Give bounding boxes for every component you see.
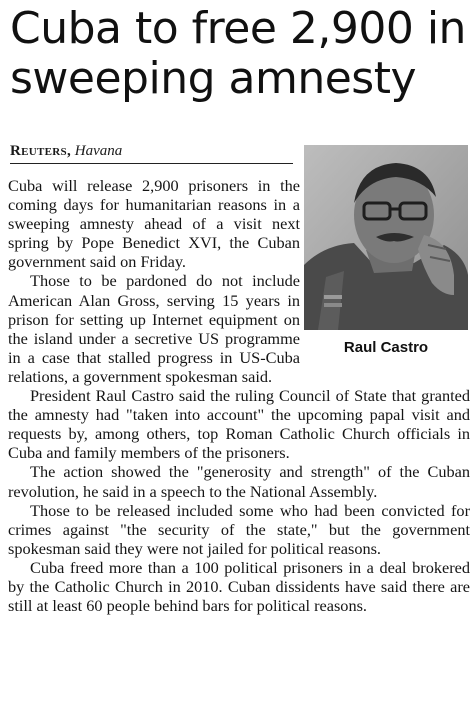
article-paragraph: Cuba will release 2,900 prisoners in the coming days for humanitarian reasons in a sweeping amnesty ahead of a visit next spring by Pope Benedict XVI, the Cuban government said on Friday. [8, 176, 300, 272]
article-paragraph: President Raul Castro said the ruling Council of State that granted the amnesty had "taken into account" the upcoming papal visit and requests by, among others, top Roman Catholic Church officials in Cuba and family members of the prisoners. [8, 386, 470, 463]
photo-caption: Raul Castro [343, 339, 429, 356]
article-paragraph: The action showed the "generosity and strength" of the Cuban revolution, he said in a speech to the National Assembly. [8, 462, 470, 501]
byline [10, 141, 293, 164]
article-paragraph: Those to be pardoned do not include American Alan Gross, serving 15 years in prison for setting up Internet equipment on the island under a secretive US programme in a case that stalled progress in US-Cuba relations, a government spokesman said. [8, 271, 300, 386]
photo-wrap-spacer [300, 176, 470, 357]
headline: Cuba to free 2,900 in sweeping amnesty [10, 3, 466, 104]
article-body [8, 176, 470, 615]
byline-location: Havana [74, 143, 123, 159]
article-paragraph: Cuba freed more than a 100 political prisoners in a deal brokered by the Catholic Church in 2010. Cuban dissidents have said there are still at least 60 people behind bars for political reasons. [8, 557, 470, 616]
byline-agency: Reuters, [10, 143, 71, 159]
article-paragraph: Those to be released included some who had been convicted for crimes against "the security of the state," but the government spokesman said they were not jailed for political reasons. [8, 500, 470, 558]
